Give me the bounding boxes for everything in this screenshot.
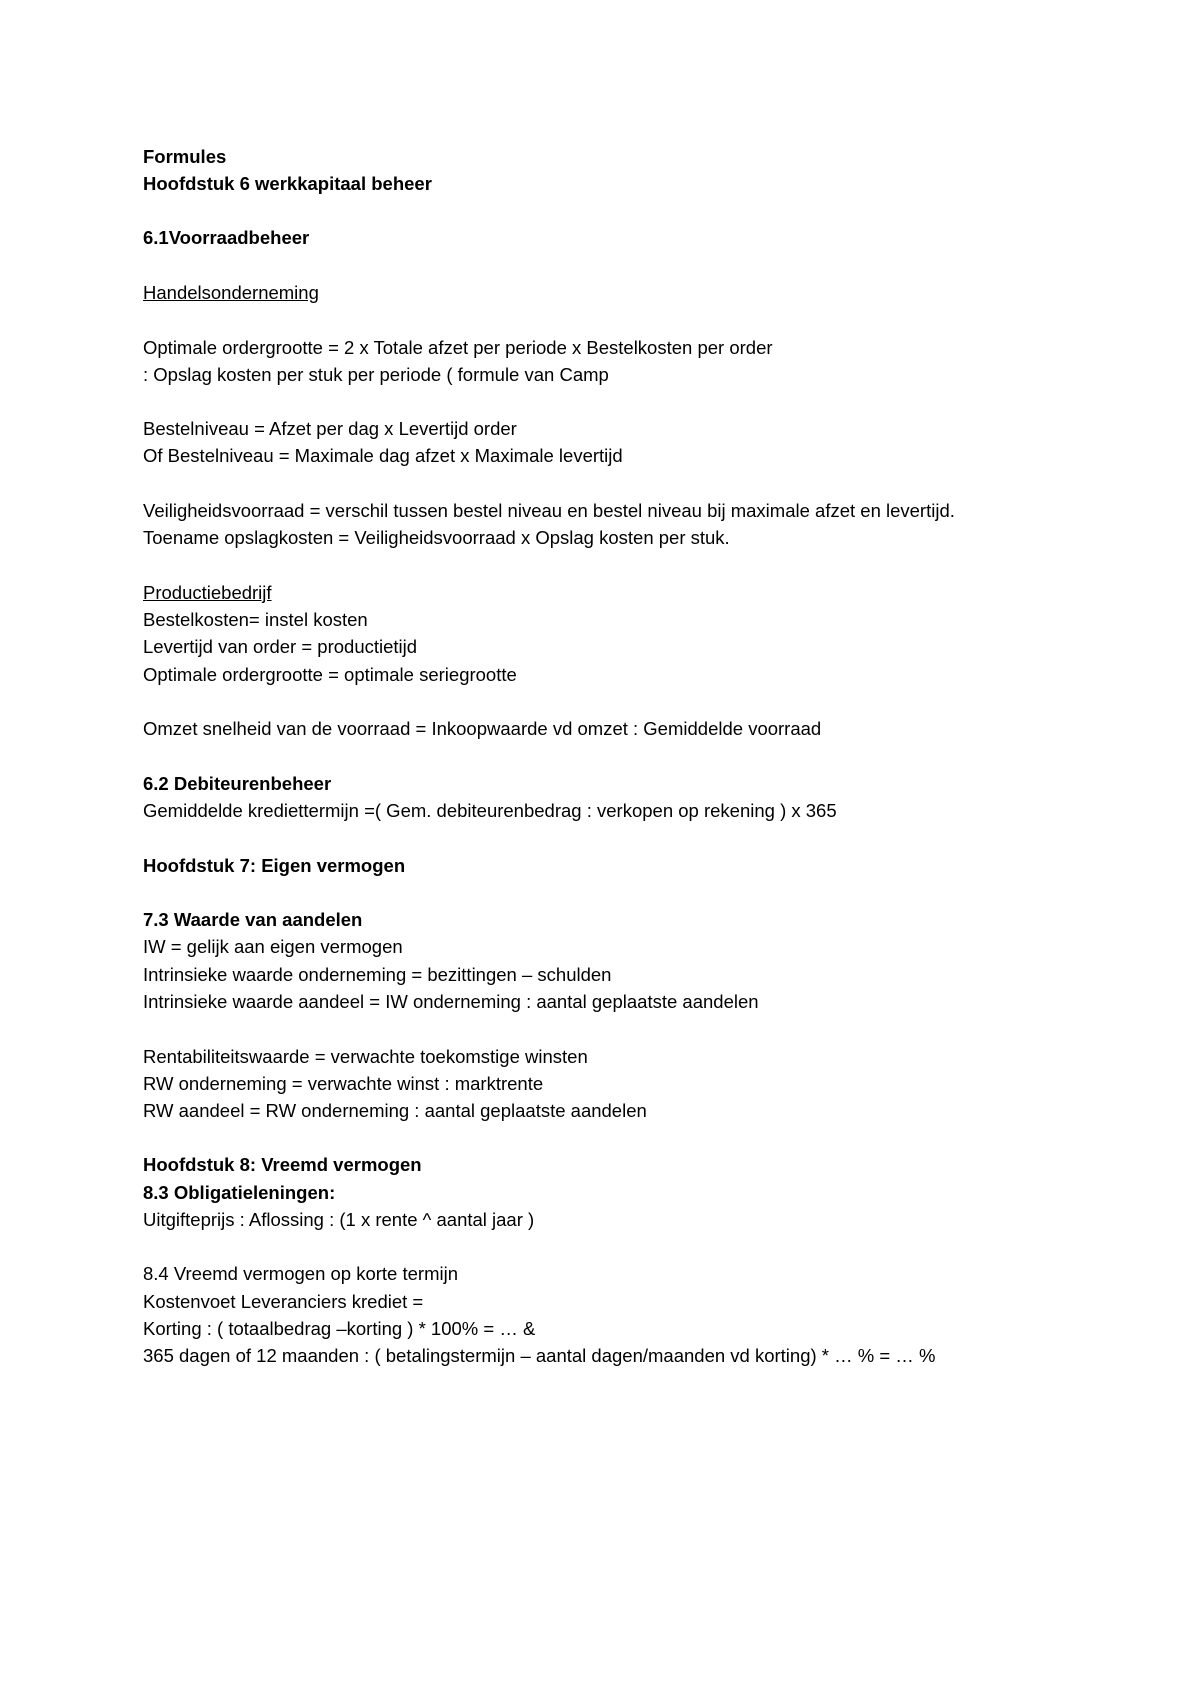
formula-line: Intrinsieke waarde onderneming = bezittingen – schulden: [143, 964, 612, 985]
formula-line: : Opslag kosten per stuk per periode ( formule van Camp: [143, 364, 609, 385]
formula-line: Optimale ordergrootte = optimale seriegrootte: [143, 664, 517, 685]
document-title: Formules: [143, 146, 227, 167]
formula-line: Omzet snelheid van de voorraad = Inkoopwaarde vd omzet : Gemiddelde voorraad: [143, 718, 822, 739]
subsection-heading: Handelsonderneming: [143, 282, 319, 303]
formula-line: IW = gelijk aan eigen vermogen: [143, 936, 403, 957]
formula-line: Bestelniveau = Afzet per dag x Levertijd order: [143, 418, 517, 439]
formula-line: Levertijd van order = productietijd: [143, 636, 418, 657]
section-heading: 6.2 Debiteurenbeheer: [143, 773, 332, 794]
formula-line: RW onderneming = verwachte winst : marktrente: [143, 1073, 544, 1094]
formula-line: 365 dagen of 12 maanden : ( betalingstermijn – aantal dagen/maanden vd korting) * … % = … %: [143, 1345, 936, 1366]
formula-line: RW aandeel = RW onderneming : aantal geplaatste aandelen: [143, 1100, 647, 1121]
formula-line: Optimale ordergrootte = 2 x Totale afzet per periode x Bestelkosten per order: [143, 337, 773, 358]
chapter-heading: Hoofdstuk 7: Eigen vermogen: [143, 855, 406, 876]
formula-line: Toename opslagkosten = Veiligheidsvoorraad x Opslag kosten per stuk.: [143, 527, 730, 548]
formula-line: Of Bestelniveau = Maximale dag afzet x Maximale levertijd: [143, 445, 623, 466]
section-heading: 6.1Voorraadbeheer: [143, 227, 310, 248]
chapter-heading: Hoofdstuk 8: Vreemd vermogen: [143, 1154, 422, 1175]
formula-line: Intrinsieke waarde aandeel = IW onderneming : aantal geplaatste aandelen: [143, 991, 759, 1012]
subsection-heading: Productiebedrijf: [143, 582, 272, 603]
formula-line: Uitgifteprijs : Aflossing : (1 x rente ^ aantal jaar ): [143, 1209, 535, 1230]
formula-line: Veiligheidsvoorraad = verschil tussen bestel niveau en bestel niveau bij maximale afzet en levertijd.: [143, 500, 955, 521]
formula-line: Kostenvoet Leveranciers krediet =: [143, 1291, 424, 1312]
chapter-heading: Hoofdstuk 6 werkkapitaal beheer: [143, 173, 432, 194]
formula-line: Bestelkosten= instel kosten: [143, 609, 368, 630]
formula-line: Rentabiliteitswaarde = verwachte toekomstige winsten: [143, 1046, 588, 1067]
section-heading: 8.4 Vreemd vermogen op korte termijn: [143, 1263, 458, 1284]
section-heading: 8.3 Obligatieleningen:: [143, 1182, 336, 1203]
formula-line: Korting : ( totaalbedrag –korting ) * 100% = … &: [143, 1318, 536, 1339]
section-heading: 7.3 Waarde van aandelen: [143, 909, 363, 930]
formula-line: Gemiddelde krediettermijn =( Gem. debiteurenbedrag : verkopen op rekening ) x 365: [143, 800, 837, 821]
